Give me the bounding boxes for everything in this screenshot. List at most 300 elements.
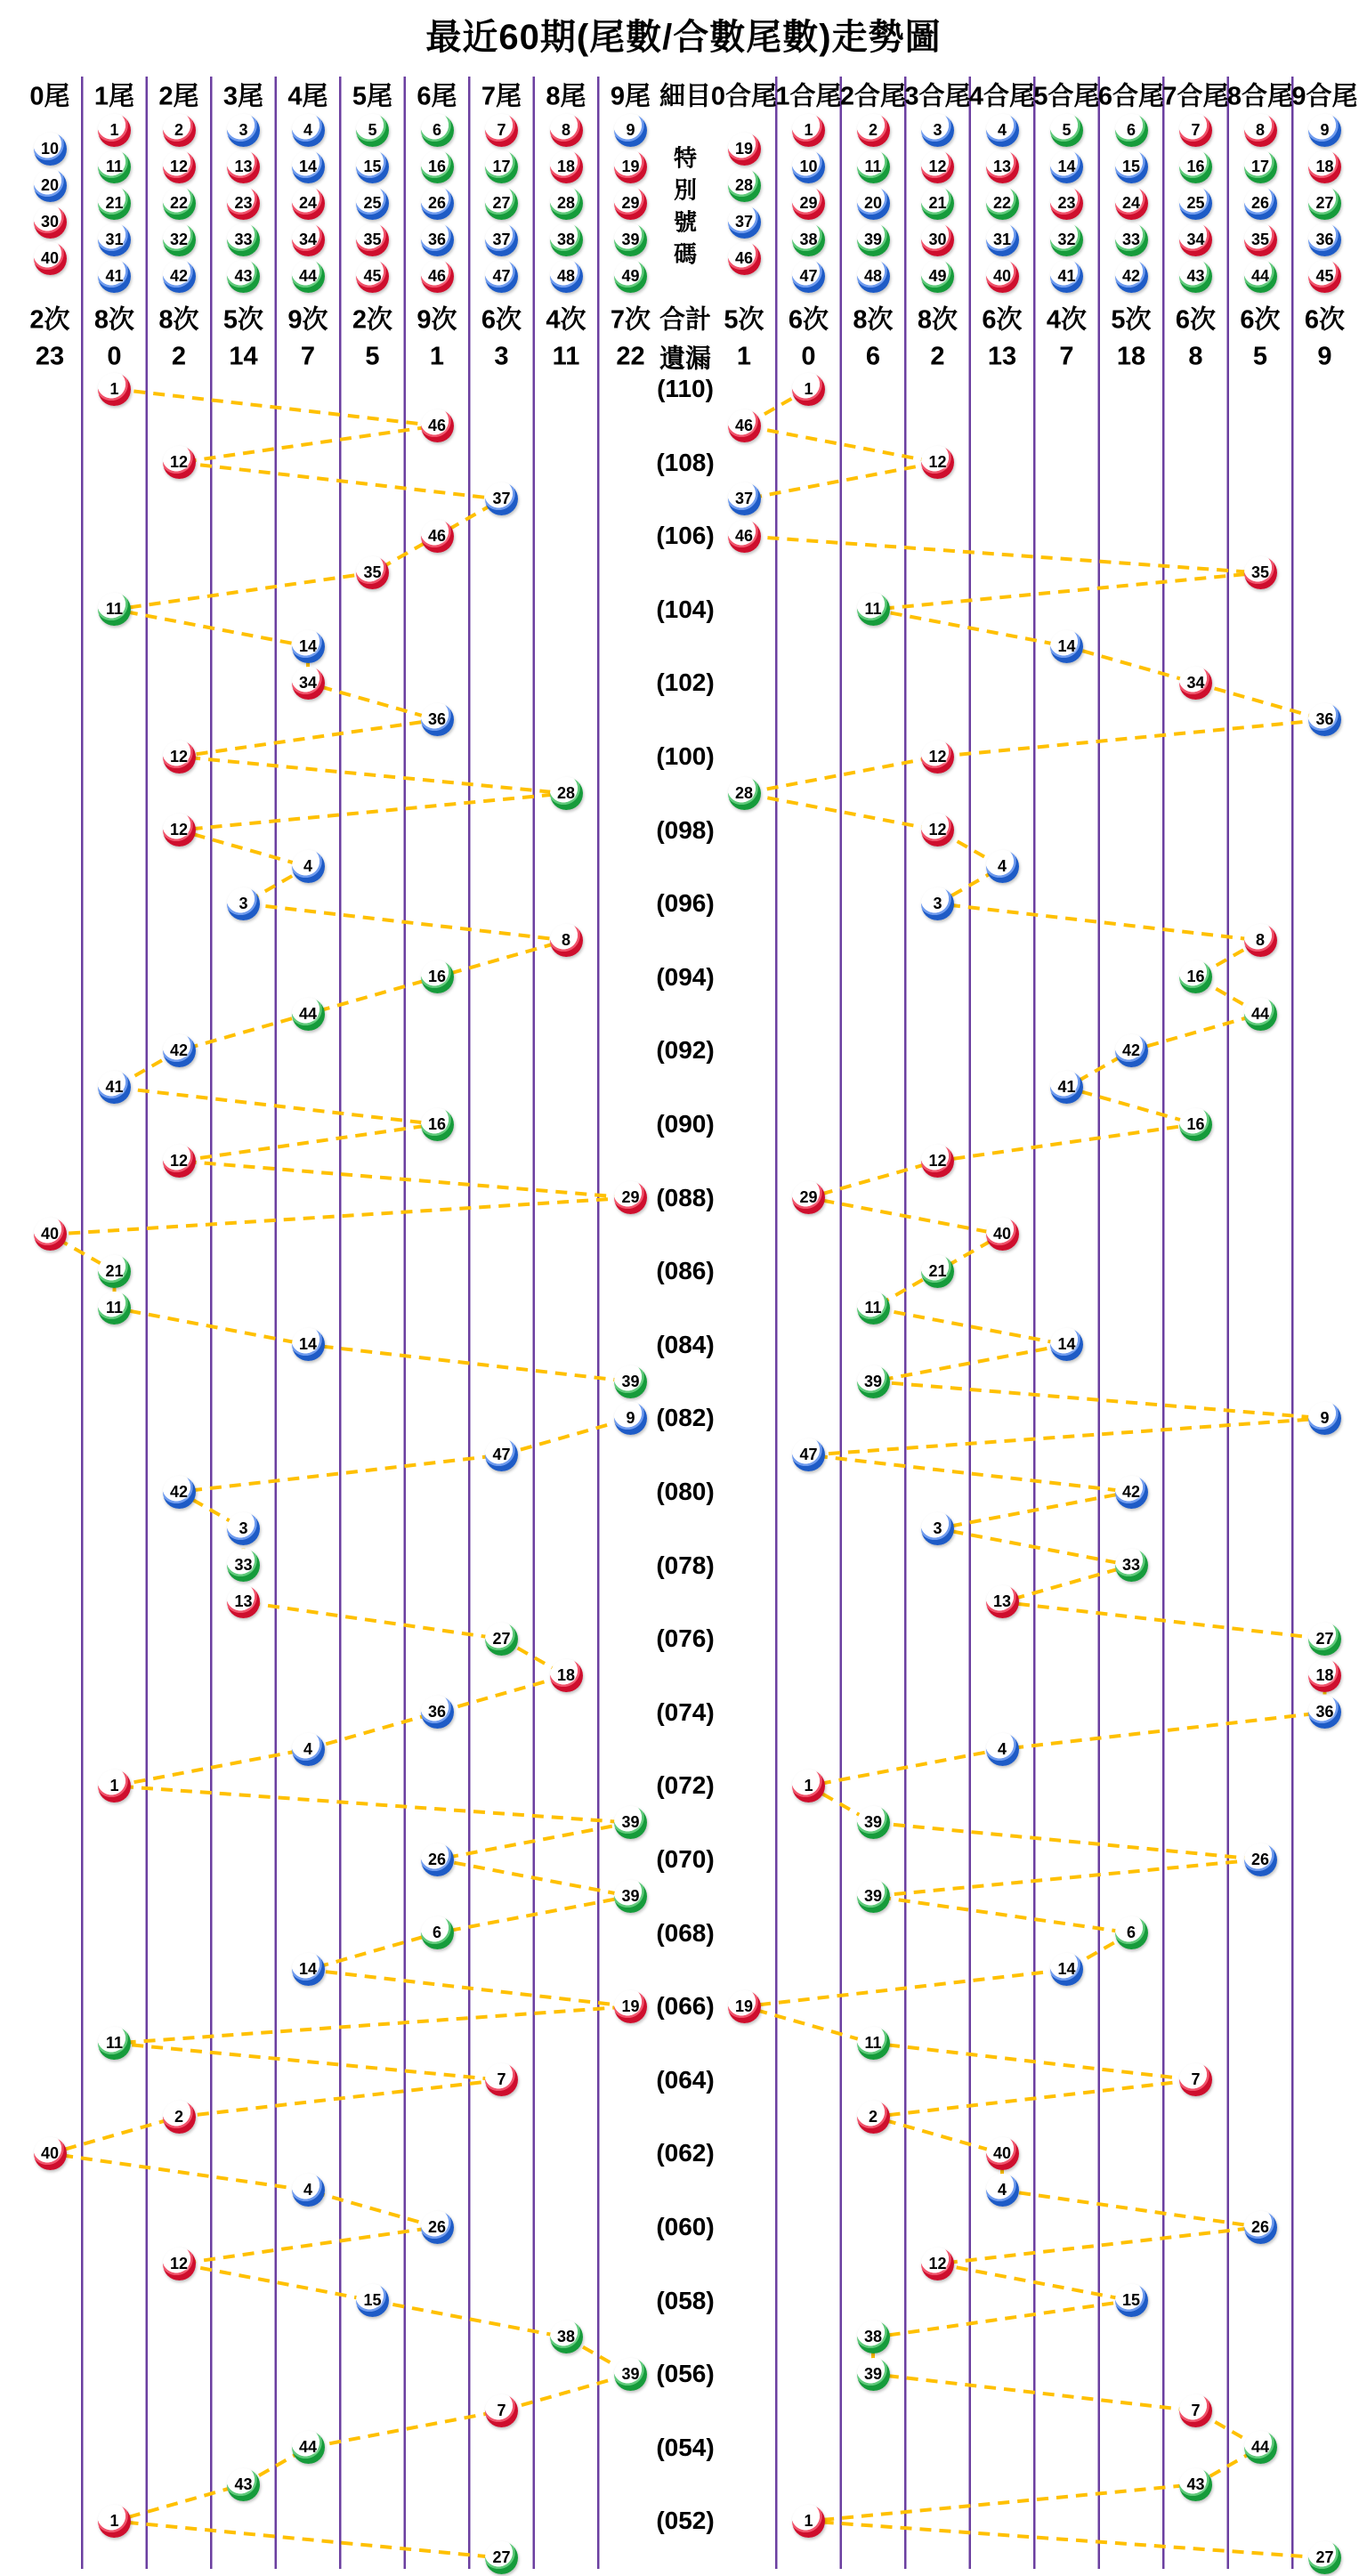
draw-ball-sumtail-row16: 8 <box>1244 924 1277 957</box>
draw-ball-sumtail-row26: 11 <box>857 1292 890 1324</box>
period-label-056: (056) <box>656 2360 715 2388</box>
miss-cell-sumtail-5: 7 <box>1059 342 1074 371</box>
draw-ball-sumtail-row10: 36 <box>1308 703 1341 736</box>
miss-cell-tail-5: 5 <box>365 342 380 371</box>
legend-ball-tail-8尾-28: 28 <box>550 187 583 220</box>
count-cell-tail-5: 2次 <box>352 305 393 335</box>
draw-ball-sumtail-row17: 16 <box>1179 960 1212 993</box>
legend-ball-sumtail-1合尾-29: 29 <box>792 187 825 220</box>
draw-ball-tail-row39: 1 <box>98 1770 131 1802</box>
draw-ball-tail-row58: 43 <box>227 2468 260 2501</box>
draw-ball-tail-row51: 26 <box>421 2211 454 2244</box>
period-label-062: (062) <box>656 2139 715 2167</box>
legend-ball-tail-6尾-36: 36 <box>421 223 454 256</box>
draw-ball-tail-row56: 7 <box>485 2394 518 2427</box>
legend-ball-tail-9尾-49: 49 <box>614 260 647 293</box>
draw-ball-sumtail-row60: 27 <box>1308 2541 1341 2574</box>
legend-ball-sumtail-1合尾-47: 47 <box>792 260 825 293</box>
miss-cell-tail-2: 2 <box>171 342 187 371</box>
period-label-082: (082) <box>656 1404 715 1432</box>
legend-ball-sumtail-4合尾-22: 22 <box>986 187 1019 220</box>
legend-ball-sumtail-7合尾-43: 43 <box>1179 260 1212 293</box>
draw-ball-tail-row36: 18 <box>550 1659 583 1692</box>
draw-ball-sumtail-row42: 39 <box>857 1880 890 1913</box>
draw-ball-tail-row1: 1 <box>98 373 131 406</box>
draw-ball-sumtail-row19: 42 <box>1115 1034 1148 1067</box>
draw-ball-sumtail-row30: 47 <box>792 1438 825 1471</box>
draw-ball-tail-row22: 12 <box>163 1145 196 1178</box>
legend-ball-tail-5尾-35: 35 <box>356 223 389 256</box>
draw-ball-sumtail-row27: 14 <box>1050 1328 1083 1361</box>
draw-ball-sumtail-row24: 40 <box>986 1218 1019 1251</box>
draw-ball-tail-row25: 21 <box>98 1255 131 1288</box>
miss-cell-sumtail-2: 6 <box>865 342 881 371</box>
period-label-054: (054) <box>656 2433 715 2461</box>
draw-ball-tail-row45: 19 <box>614 1990 647 2023</box>
draw-ball-sumtail-row58: 43 <box>1179 2468 1212 2501</box>
count-cell-sumtail-3: 8次 <box>917 305 959 335</box>
count-cell-sumtail-4: 6次 <box>982 305 1023 335</box>
draw-ball-tail-row60: 27 <box>485 2541 518 2574</box>
draw-ball-tail-row43: 6 <box>421 1916 454 1949</box>
legend-ball-sumtail-2合尾-20: 20 <box>857 187 890 220</box>
draw-ball-tail-row44: 14 <box>292 1953 325 1986</box>
draw-ball-sumtail-row20: 41 <box>1050 1071 1083 1104</box>
draw-ball-tail-row41: 26 <box>421 1843 454 1876</box>
draw-ball-tail-row42: 39 <box>614 1880 647 1913</box>
special-number-label-char-0: 特 <box>673 144 698 172</box>
legend-ball-tail-9尾-9: 9 <box>614 114 647 147</box>
period-label-084: (084) <box>656 1330 715 1358</box>
count-cell-sumtail-1: 6次 <box>788 305 829 335</box>
legend-ball-tail-6尾-46: 46 <box>421 260 454 293</box>
legend-ball-tail-7尾-37: 37 <box>485 223 518 256</box>
legend-ball-tail-8尾-48: 48 <box>550 260 583 293</box>
legend-ball-sumtail-9合尾-27: 27 <box>1308 187 1341 220</box>
period-label-102: (102) <box>656 668 715 697</box>
draw-ball-tail-row35: 27 <box>485 1623 518 1656</box>
legend-ball-sumtail-6合尾-24: 24 <box>1115 187 1148 220</box>
draw-ball-tail-row29: 9 <box>614 1402 647 1435</box>
legend-ball-tail-8尾-8: 8 <box>550 114 583 147</box>
draw-ball-tail-row28: 39 <box>614 1365 647 1398</box>
period-label-108: (108) <box>656 448 715 476</box>
draw-ball-sumtail-row56: 7 <box>1179 2394 1212 2427</box>
count-cell-tail-4: 9次 <box>287 305 328 335</box>
draw-ball-sumtail-row18: 44 <box>1244 998 1277 1031</box>
draw-ball-tail-row12: 28 <box>550 777 583 810</box>
draw-ball-sumtail-row32: 3 <box>921 1512 954 1545</box>
draw-ball-sumtail-row53: 15 <box>1115 2284 1148 2317</box>
miss-cell-tail-9: 22 <box>616 342 645 371</box>
legend-ball-tail-4尾-34: 34 <box>292 223 325 256</box>
miss-cell-tail-6: 1 <box>429 342 445 371</box>
column-header-tail-9: 9尾 <box>610 82 651 111</box>
legend-ball-sumtail-3合尾-30: 30 <box>921 223 954 256</box>
count-cell-sumtail-8: 6次 <box>1240 305 1281 335</box>
draw-ball-tail-row30: 47 <box>485 1438 518 1471</box>
column-header-tail-7: 7尾 <box>481 82 522 111</box>
legend-ball-tail-4尾-44: 44 <box>292 260 325 293</box>
miss-cell-sumtail-7: 8 <box>1188 342 1203 371</box>
draw-ball-tail-row46: 11 <box>98 2027 131 2060</box>
draw-ball-sumtail-row14: 4 <box>986 850 1019 883</box>
legend-ball-sumtail-6合尾-15: 15 <box>1115 150 1148 183</box>
legend-ball-tail-1尾-31: 31 <box>98 223 131 256</box>
column-header-tail-3: 3尾 <box>222 82 264 111</box>
count-cell-sumtail-0: 5次 <box>724 305 764 335</box>
draw-ball-tail-row10: 36 <box>421 703 454 736</box>
count-cell-sumtail-5: 4次 <box>1046 305 1088 335</box>
column-header-sumtail-7: 7合尾 <box>1162 82 1229 111</box>
count-cell-sumtail-2: 8次 <box>853 305 894 335</box>
draw-ball-tail-row34: 13 <box>227 1585 260 1618</box>
column-header-tail-5: 5尾 <box>352 82 393 111</box>
count-cell-tail-0: 2次 <box>29 305 70 335</box>
draw-ball-tail-row33: 33 <box>227 1549 260 1582</box>
draw-ball-tail-row21: 16 <box>421 1108 454 1141</box>
draw-ball-tail-row48: 2 <box>163 2101 196 2134</box>
draw-ball-tail-row37: 36 <box>421 1696 454 1729</box>
legend-ball-sumtail-2合尾-2: 2 <box>857 114 890 147</box>
draw-ball-sumtail-row46: 11 <box>857 2027 890 2060</box>
draw-ball-tail-row13: 12 <box>163 814 196 847</box>
draw-ball-sumtail-row6: 35 <box>1244 556 1277 589</box>
legend-ball-tail-9尾-19: 19 <box>614 150 647 183</box>
legend-ball-tail-9尾-29: 29 <box>614 187 647 220</box>
period-label-080: (080) <box>656 1478 715 1505</box>
column-header-sumtail-2: 2合尾 <box>839 82 907 111</box>
draw-ball-tail-row50: 4 <box>292 2174 325 2207</box>
period-label-106: (106) <box>656 522 715 550</box>
legend-ball-sumtail-4合尾-40: 40 <box>986 260 1019 293</box>
draw-ball-sumtail-row12: 28 <box>728 777 761 810</box>
period-label-110: (110) <box>657 375 714 402</box>
draw-ball-tail-row14: 4 <box>292 850 325 883</box>
count-cell-tail-3: 5次 <box>222 305 264 335</box>
draw-ball-sumtail-row29: 9 <box>1308 1402 1341 1435</box>
period-label-078: (078) <box>656 1551 715 1579</box>
draw-ball-sumtail-row45: 19 <box>728 1990 761 2023</box>
draw-ball-tail-row53: 15 <box>356 2284 389 2317</box>
draw-ball-sumtail-row37: 36 <box>1308 1696 1341 1729</box>
legend-ball-tail-5尾-15: 15 <box>356 150 389 183</box>
legend-ball-sumtail-8合尾-44: 44 <box>1244 260 1277 293</box>
draw-ball-tail-row3: 12 <box>163 446 196 479</box>
column-header-sumtail-4: 4合尾 <box>968 82 1036 111</box>
legend-ball-sumtail-6合尾-42: 42 <box>1115 260 1148 293</box>
legend-ball-sumtail-9合尾-36: 36 <box>1308 223 1341 256</box>
legend-ball-sumtail-1合尾-10: 10 <box>792 150 825 183</box>
legend-ball-sumtail-8合尾-35: 35 <box>1244 223 1277 256</box>
legend-ball-sumtail-2合尾-48: 48 <box>857 260 890 293</box>
miss-cell-tail-0: 23 <box>35 342 65 371</box>
miss-label: 遺漏 <box>659 344 712 374</box>
draw-ball-tail-row31: 42 <box>163 1476 196 1509</box>
miss-cell-tail-4: 7 <box>300 342 316 371</box>
draw-ball-tail-row55: 39 <box>614 2358 647 2391</box>
period-label-096: (096) <box>656 889 715 918</box>
legend-ball-sumtail-9合尾-18: 18 <box>1308 150 1341 183</box>
column-header-tail-6: 6尾 <box>417 82 457 111</box>
draw-ball-sumtail-row36: 18 <box>1308 1659 1341 1692</box>
legend-ball-sumtail-0合尾-19: 19 <box>728 133 761 166</box>
legend-ball-tail-0尾-40: 40 <box>34 242 67 275</box>
legend-ball-tail-1尾-1: 1 <box>98 114 131 147</box>
draw-ball-tail-row40: 39 <box>614 1806 647 1839</box>
miss-cell-tail-3: 14 <box>229 342 258 371</box>
legend-ball-tail-1尾-21: 21 <box>98 187 131 220</box>
miss-cell-sumtail-4: 13 <box>987 342 1017 371</box>
column-header-tail-2: 2尾 <box>158 82 199 111</box>
miss-cell-sumtail-0: 1 <box>736 342 752 371</box>
legend-ball-sumtail-1合尾-1: 1 <box>792 114 825 147</box>
draw-ball-tail-row38: 4 <box>292 1733 325 1766</box>
legend-ball-sumtail-8合尾-17: 17 <box>1244 150 1277 183</box>
period-label-074: (074) <box>656 1697 715 1726</box>
draw-ball-sumtail-row48: 2 <box>857 2101 890 2134</box>
total-label: 合計 <box>659 305 712 335</box>
draw-ball-tail-row52: 12 <box>163 2248 196 2280</box>
legend-ball-sumtail-0合尾-46: 46 <box>728 242 761 275</box>
count-cell-sumtail-9: 6次 <box>1304 305 1346 335</box>
draw-ball-tail-row57: 44 <box>292 2431 325 2464</box>
draw-ball-sumtail-row23: 29 <box>792 1181 825 1214</box>
period-label-064: (064) <box>656 2065 715 2094</box>
period-label-086: (086) <box>656 1257 715 1285</box>
period-label-066: (066) <box>656 1992 715 2021</box>
legend-ball-sumtail-7合尾-25: 25 <box>1179 187 1212 220</box>
legend-ball-tail-3尾-33: 33 <box>227 223 260 256</box>
legend-ball-tail-2尾-12: 12 <box>163 150 196 183</box>
legend-ball-tail-7尾-17: 17 <box>485 150 518 183</box>
legend-ball-sumtail-6合尾-6: 6 <box>1115 114 1148 147</box>
legend-ball-sumtail-7合尾-7: 7 <box>1179 114 1212 147</box>
legend-ball-sumtail-7合尾-16: 16 <box>1179 150 1212 183</box>
draw-ball-sumtail-row22: 12 <box>921 1145 954 1178</box>
draw-ball-sumtail-row35: 27 <box>1308 1623 1341 1656</box>
legend-ball-tail-7尾-27: 27 <box>485 187 518 220</box>
period-label-104: (104) <box>656 595 715 623</box>
column-header-sumtail-9: 9合尾 <box>1291 82 1358 111</box>
column-header-tail-4: 4尾 <box>287 82 328 111</box>
legend-ball-sumtail-2合尾-39: 39 <box>857 223 890 256</box>
draw-ball-sumtail-row43: 6 <box>1115 1916 1148 1949</box>
legend-ball-sumtail-8合尾-8: 8 <box>1244 114 1277 147</box>
period-label-058: (058) <box>656 2286 715 2314</box>
draw-ball-tail-row16: 8 <box>550 924 583 957</box>
count-cell-tail-1: 8次 <box>93 305 135 335</box>
draw-ball-sumtail-row38: 4 <box>986 1733 1019 1766</box>
legend-ball-sumtail-4合尾-13: 13 <box>986 150 1019 183</box>
legend-ball-sumtail-1合尾-38: 38 <box>792 223 825 256</box>
draw-ball-tail-row5: 46 <box>421 520 454 553</box>
count-cell-tail-7: 6次 <box>481 305 522 335</box>
legend-ball-tail-4尾-4: 4 <box>292 114 325 147</box>
legend-ball-tail-6尾-6: 6 <box>421 114 454 147</box>
draw-ball-tail-row24: 40 <box>34 1218 67 1251</box>
draw-ball-tail-row49: 40 <box>34 2137 67 2170</box>
period-label-092: (092) <box>656 1036 715 1065</box>
draw-ball-tail-row59: 1 <box>98 2505 131 2538</box>
draw-ball-sumtail-row59: 1 <box>792 2505 825 2538</box>
column-header-tail-0: 0尾 <box>29 82 70 111</box>
special-number-label-char-2: 號 <box>673 208 698 236</box>
draw-ball-tail-row8: 14 <box>292 630 325 663</box>
period-label-100: (100) <box>656 742 715 770</box>
legend-ball-sumtail-5合尾-23: 23 <box>1050 187 1083 220</box>
column-header-tail-8: 8尾 <box>546 82 586 111</box>
period-label-088: (088) <box>656 1183 715 1211</box>
legend-ball-tail-8尾-18: 18 <box>550 150 583 183</box>
miss-cell-sumtail-8: 5 <box>1252 342 1268 371</box>
miss-cell-sumtail-9: 9 <box>1317 342 1332 371</box>
period-label-090: (090) <box>656 1110 715 1138</box>
legend-ball-sumtail-0合尾-37: 37 <box>728 206 761 239</box>
legend-ball-tail-7尾-7: 7 <box>485 114 518 147</box>
legend-ball-sumtail-3合尾-12: 12 <box>921 150 954 183</box>
legend-ball-tail-3尾-43: 43 <box>227 260 260 293</box>
legend-ball-tail-6尾-26: 26 <box>421 187 454 220</box>
draw-ball-sumtail-row5: 46 <box>728 520 761 553</box>
legend-ball-sumtail-5合尾-5: 5 <box>1050 114 1083 147</box>
legend-ball-sumtail-4合尾-4: 4 <box>986 114 1019 147</box>
legend-ball-sumtail-3合尾-21: 21 <box>921 187 954 220</box>
column-header-sumtail-6: 6合尾 <box>1097 82 1165 111</box>
count-cell-sumtail-7: 6次 <box>1175 305 1217 335</box>
draw-ball-tail-row11: 12 <box>163 741 196 774</box>
draw-ball-tail-row18: 44 <box>292 998 325 1031</box>
legend-ball-tail-5尾-45: 45 <box>356 260 389 293</box>
draw-ball-sumtail-row4: 37 <box>728 482 761 515</box>
draw-ball-sumtail-row11: 12 <box>921 741 954 774</box>
period-label-060: (060) <box>656 2213 715 2240</box>
special-number-label-char-1: 別 <box>673 176 698 204</box>
draw-ball-tail-row47: 7 <box>485 2063 518 2096</box>
page-title: 最近60期(尾數/合數尾數)走勢圖 <box>425 18 942 57</box>
column-header-sumtail-5: 5合尾 <box>1033 82 1100 111</box>
draw-ball-sumtail-row39: 1 <box>792 1770 825 1802</box>
draw-ball-tail-row4: 37 <box>485 482 518 515</box>
miss-cell-sumtail-3: 2 <box>930 342 945 371</box>
legend-ball-tail-6尾-16: 16 <box>421 150 454 183</box>
miss-cell-tail-7: 3 <box>494 342 509 371</box>
legend-ball-sumtail-5合尾-32: 32 <box>1050 223 1083 256</box>
legend-ball-tail-7尾-47: 47 <box>485 260 518 293</box>
draw-ball-sumtail-row31: 42 <box>1115 1476 1148 1509</box>
legend-ball-sumtail-3合尾-3: 3 <box>921 114 954 147</box>
count-cell-tail-6: 9次 <box>417 305 457 335</box>
draw-ball-tail-row7: 11 <box>98 593 131 626</box>
miss-cell-sumtail-1: 0 <box>801 342 816 371</box>
draw-ball-sumtail-row55: 39 <box>857 2358 890 2391</box>
miss-cell-tail-1: 0 <box>107 342 122 371</box>
miss-cell-tail-8: 11 <box>552 342 580 371</box>
draw-ball-sumtail-row51: 26 <box>1244 2211 1277 2244</box>
legend-ball-sumtail-8合尾-26: 26 <box>1244 187 1277 220</box>
legend-ball-sumtail-6合尾-33: 33 <box>1115 223 1148 256</box>
legend-ball-tail-0尾-30: 30 <box>34 206 67 239</box>
legend-ball-sumtail-3合尾-49: 49 <box>921 260 954 293</box>
legend-ball-sumtail-9合尾-45: 45 <box>1308 260 1341 293</box>
legend-ball-sumtail-9合尾-9: 9 <box>1308 114 1341 147</box>
legend-ball-sumtail-5合尾-41: 41 <box>1050 260 1083 293</box>
legend-ball-sumtail-2合尾-11: 11 <box>857 150 890 183</box>
legend-ball-sumtail-0合尾-28: 28 <box>728 169 761 202</box>
draw-ball-sumtail-row8: 14 <box>1050 630 1083 663</box>
draw-ball-sumtail-row21: 16 <box>1179 1108 1212 1141</box>
legend-ball-tail-2尾-32: 32 <box>163 223 196 256</box>
legend-ball-tail-2尾-2: 2 <box>163 114 196 147</box>
legend-ball-sumtail-5合尾-14: 14 <box>1050 150 1083 183</box>
draw-ball-sumtail-row41: 26 <box>1244 1843 1277 1876</box>
count-cell-tail-8: 4次 <box>546 305 586 335</box>
draw-ball-sumtail-row34: 13 <box>986 1585 1019 1618</box>
legend-ball-tail-1尾-11: 11 <box>98 150 131 183</box>
draw-ball-sumtail-row57: 44 <box>1244 2431 1277 2464</box>
draw-ball-sumtail-row49: 40 <box>986 2137 1019 2170</box>
period-label-094: (094) <box>656 962 715 991</box>
draw-ball-sumtail-row50: 4 <box>986 2174 1019 2207</box>
period-label-070: (070) <box>656 1845 715 1873</box>
draw-ball-sumtail-row15: 3 <box>921 887 954 920</box>
draw-ball-tail-row2: 46 <box>421 409 454 442</box>
draw-ball-sumtail-row13: 12 <box>921 814 954 847</box>
draw-ball-sumtail-row3: 12 <box>921 446 954 479</box>
count-cell-tail-9: 7次 <box>610 305 651 335</box>
draw-ball-sumtail-row7: 11 <box>857 593 890 626</box>
column-header-sumtail-3: 3合尾 <box>904 82 971 111</box>
draw-ball-tail-row23: 29 <box>614 1181 647 1214</box>
draw-ball-tail-row27: 14 <box>292 1328 325 1361</box>
legend-ball-tail-4尾-24: 24 <box>292 187 325 220</box>
draw-ball-tail-row54: 38 <box>550 2321 583 2353</box>
draw-ball-tail-row20: 41 <box>98 1071 131 1104</box>
period-label-052: (052) <box>656 2507 715 2535</box>
period-label-076: (076) <box>656 1624 715 1653</box>
draw-ball-sumtail-row44: 14 <box>1050 1953 1083 1986</box>
draw-ball-tail-row9: 34 <box>292 667 325 700</box>
legend-ball-tail-0尾-20: 20 <box>34 169 67 202</box>
draw-ball-sumtail-row33: 33 <box>1115 1549 1148 1582</box>
draw-ball-sumtail-row40: 39 <box>857 1806 890 1839</box>
legend-ball-tail-3尾-3: 3 <box>227 114 260 147</box>
draw-ball-sumtail-row25: 21 <box>921 1255 954 1288</box>
count-cell-tail-2: 8次 <box>158 305 199 335</box>
legend-ball-tail-9尾-39: 39 <box>614 223 647 256</box>
draw-ball-tail-row6: 35 <box>356 556 389 589</box>
legend-ball-sumtail-4合尾-31: 31 <box>986 223 1019 256</box>
draw-ball-tail-row17: 16 <box>421 960 454 993</box>
draw-ball-tail-row15: 3 <box>227 887 260 920</box>
miss-cell-sumtail-6: 18 <box>1116 342 1146 371</box>
legend-ball-tail-1尾-41: 41 <box>98 260 131 293</box>
column-header-tail-1: 1尾 <box>93 82 135 111</box>
legend-ball-tail-4尾-14: 14 <box>292 150 325 183</box>
legend-ball-tail-3尾-13: 13 <box>227 150 260 183</box>
draw-ball-sumtail-row2: 46 <box>728 409 761 442</box>
period-label-098: (098) <box>656 815 715 844</box>
legend-ball-tail-3尾-23: 23 <box>227 187 260 220</box>
period-label-068: (068) <box>656 1918 715 1947</box>
draw-ball-tail-row26: 11 <box>98 1292 131 1324</box>
middle-column-header: 細目 <box>659 82 712 111</box>
legend-ball-tail-2尾-22: 22 <box>163 187 196 220</box>
legend-ball-tail-2尾-42: 42 <box>163 260 196 293</box>
draw-ball-sumtail-row28: 39 <box>857 1365 890 1398</box>
draw-ball-sumtail-row1: 1 <box>792 373 825 406</box>
count-cell-sumtail-6: 5次 <box>1111 305 1152 335</box>
